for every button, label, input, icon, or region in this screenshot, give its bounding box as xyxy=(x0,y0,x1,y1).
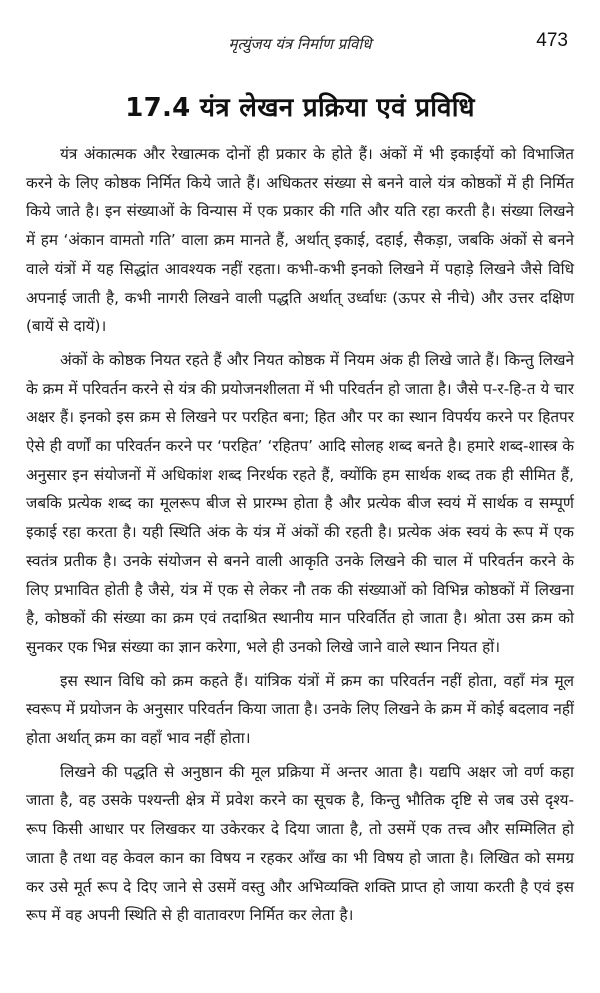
section-heading: 17.4 यंत्र लेखन प्रक्रिया एवं प्रविधि xyxy=(125,93,475,123)
paragraph-4: लिखने की पद्धति से अनुष्ठान की मूल प्रक्रिया में अन्तर आता है। यद्यपि अक्षर जो वर्ण कहा जाता है, वह उसके पश्यन्ती क्षेत्र में प्रवेश करने का सूचक है, किन्तु भौतिक दृष्टि से जब उसे दृश्य-रूप किसी आधार पर लिखकर या उकेरकर दे दिया जाता है, तो उसमें एक तत्त्व और सम्मिलित हो जाता है तथा वह केवल कान का विषय न रहकर आँख का भी विषय हो जाता है। लिखित को समग्र कर उसे मूर्त रूप दे दिए जाने से उसमें वस्तु और अभिव्यक्ति शक्ति प्राप्त हो जाया करती है एवं इस रूप में वह अपनी स्थिति से ही वातावरण निर्मित कर लेता है। xyxy=(26,762,574,925)
paragraph-3: इस स्थान विधि को क्रम कहते हैं। यांत्रिक यंत्रों में क्रम का परिवर्तन नहीं होता, वहाँ मंत्र मूल स्वरूप में प्रयोजन के अनुसार परिवर्तन किया जाता है। उनके लिए लिखने के क्रम में कोई बदलाव नहीं होता अर्थात् क्रम का वहाँ भाव नहीं होता। xyxy=(26,671,574,748)
page-number: 473 xyxy=(536,30,568,51)
paragraph-1: यंत्र अंकात्मक और रेखात्मक दोनों ही प्रकार के होते हैं। अंकों में भी इकाईयों को विभाजित करने के लिए कोष्ठक निर्मित किये जाते हैं। अधिकतर संख्या से बनने वाले यंत्र कोष्ठकों में ही निर्मित किये जाते है। इन संख्याओं के विन्यास में एक प्रकार की गति और यति रहा करती है। संख्या लिखने में हम ‘अंकान वामतो गति’ वाला क्रम मानते हैं, अर्थात् इकाई, दहाई, सैकड़ा, जबकि अंकों से बनने वाले यंत्रों में यह सिद्धांत आवश्यक नहीं रहता। कभी-कभी इनको लिखने में पहाड़े लिखने जैसे विधि अपनाई जाती है, कभी नागरी लिखने वाली पद्धति अर्थात् उर्ध्वाधः (ऊपर से नीचे) और उत्तर दक्षिण (बायें से दायें)। xyxy=(26,145,574,336)
body-text xyxy=(26,140,574,930)
running-header xyxy=(26,30,574,58)
paragraph-2: अंकों के कोष्ठक नियत रहते हैं और नियत कोष्ठक में नियम अंक ही लिखे जाते हैं। किन्तु लिखने के क्रम में परिवर्तन करने से यंत्र की प्रयोजनशीलता में भी परिवर्तन हो जाता है। जैसे प-र-हि-त ये चार अक्षर हैं। इनको इस क्रम से लिखने पर परहित बना; हित और पर का स्थान विपर्यय करने पर हितपर ऐसे ही वर्णों का परिवर्तन करने पर ‘परहित’ ‘रहितप’ आदि सोलह शब्द बनते है। हमारे शब्द-शास्त्र के अनुसार इन संयोजनों में अधिकांश शब्द निरर्थक रहते हैं, क्योंकि हम सार्थक शब्द तक ही सीमित हैं, जबकि प्रत्येक शब्द का मूलरूप बीज से प्रारम्भ होता है और प्रत्येक बीज स्वयं में सार्थक व सम्पूर्ण इकाई रहा करता है। यही स्थिति अंक के यंत्र में अंकों की रहती है। प्रत्येक अंक स्वयं के रूप में एक स्वतंत्र प्रतीक है। उनके संयोजन से बनने वाली आकृति उनके लिखने की चाल में परिवर्तन करने के लिए प्रभावित होती है जैसे, यंत्र में एक से लेकर नौ तक की संख्याओं को विभिन्न कोष्ठकों में लिखना है, कोष्ठकों की संख्या का क्रम एवं तदाश्रित स्थानीय मान परिवर्तित हो जाता है। श्रोता उस क्रम को सुनकर एक भिन्न संख्या का ज्ञान करेगा, भले ही उनको लिखे जाने वाले स्थान नियत हों। xyxy=(26,350,574,656)
running-title: मृत्युंजय यंत्र निर्माण प्रविधि xyxy=(228,35,372,53)
